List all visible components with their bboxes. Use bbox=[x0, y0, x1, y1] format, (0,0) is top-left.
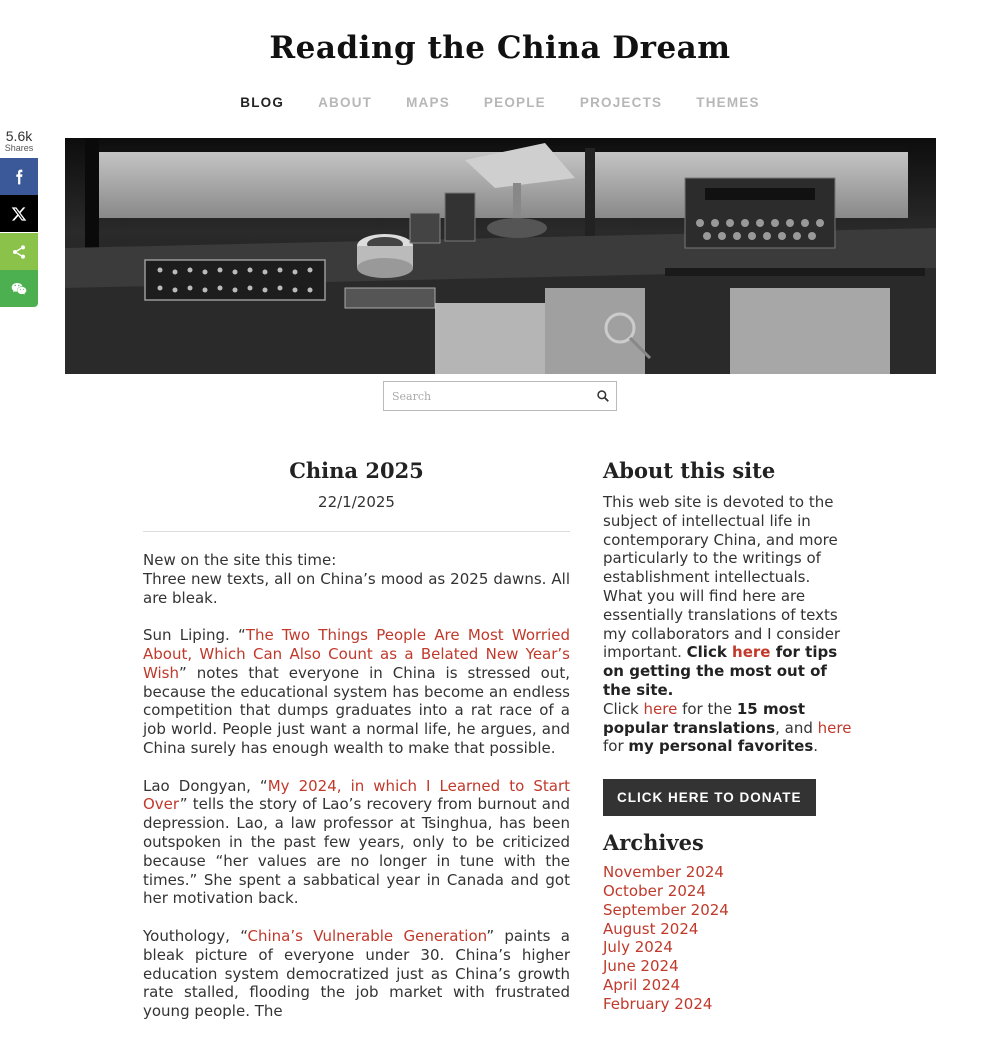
donate-button[interactable]: CLICK HERE TO DONATE bbox=[603, 779, 816, 816]
period: . bbox=[813, 737, 819, 756]
x-share-button[interactable] bbox=[0, 195, 38, 232]
header-image bbox=[65, 138, 936, 374]
archive-link[interactable]: September 2024 bbox=[603, 900, 729, 919]
post-paragraph-youthology bbox=[143, 927, 570, 1021]
search-input[interactable] bbox=[384, 382, 584, 410]
site-title[interactable]: Reading the China Dream bbox=[269, 30, 731, 66]
tips-link[interactable]: here bbox=[732, 643, 771, 662]
paragraph-text: ” tells the story of Lao’s recovery from burnout and depression. Lao, a law professor at Tsinghua, has been outspoken in the past few years, only to be criticized because “her values are no longer in tune with the times.” She spent a sabbatical year in Canada and got her motivation back. bbox=[143, 795, 570, 908]
post-title[interactable]: China 2025 bbox=[289, 458, 424, 483]
archive-link[interactable]: February 2024 bbox=[603, 994, 713, 1013]
post-intro-line2: Three new texts, all on China’s mood as 2025 dawns. All are bleak. bbox=[143, 569, 570, 607]
nav-maps[interactable]: MAPS bbox=[406, 95, 450, 110]
wechat-icon bbox=[11, 281, 27, 297]
share-button[interactable] bbox=[0, 233, 38, 270]
nav-themes[interactable]: THEMES bbox=[696, 95, 760, 110]
list-item bbox=[603, 901, 853, 920]
archive-link[interactable]: August 2024 bbox=[603, 919, 699, 938]
popular-link[interactable]: here bbox=[643, 699, 678, 718]
post-intro-line1: New on the site this time: bbox=[143, 551, 337, 569]
share-count-number: 5.6k bbox=[5, 128, 33, 144]
x-icon bbox=[11, 206, 27, 222]
archives-list bbox=[603, 863, 853, 1013]
list-item bbox=[603, 957, 853, 976]
paragraph-text: ” paints a bleak picture of everyone under 30. China’s higher education system democratized just as China’s growth rate stalled, flooding the job market with frustrated young people. The bbox=[143, 926, 570, 1021]
about-heading: About this site bbox=[603, 458, 776, 483]
post-intro bbox=[143, 551, 570, 607]
click-label: Click bbox=[603, 699, 644, 718]
archive-link[interactable]: October 2024 bbox=[603, 881, 706, 900]
list-item bbox=[603, 976, 853, 995]
main-nav bbox=[0, 95, 1000, 110]
for-the-label: for the bbox=[677, 699, 737, 718]
for-label: for bbox=[603, 737, 629, 756]
favorites-label: my personal favorites bbox=[628, 737, 814, 756]
facebook-icon bbox=[11, 169, 27, 185]
share-count bbox=[0, 128, 38, 153]
post-divider bbox=[143, 531, 570, 532]
popular-label: 15 most popular translations bbox=[603, 699, 806, 737]
post-paragraph-lao-dongyan bbox=[143, 777, 570, 909]
search-icon[interactable] bbox=[596, 389, 610, 403]
article-link-lao-dongyan[interactable]: My 2024, in which I Learned to Start Over bbox=[143, 776, 570, 814]
sidebar bbox=[603, 458, 853, 1014]
facebook-share-button[interactable] bbox=[0, 158, 38, 195]
archive-link[interactable]: July 2024 bbox=[603, 938, 673, 957]
wechat-share-button[interactable] bbox=[0, 270, 38, 307]
and-label: , and bbox=[775, 718, 818, 737]
share-count-label: Shares bbox=[4, 143, 34, 153]
paragraph-lead: Youthology, “ bbox=[143, 926, 248, 945]
archive-link[interactable]: November 2024 bbox=[603, 863, 724, 882]
search-box bbox=[383, 381, 617, 411]
article-link-youthology[interactable]: China’s Vulnerable Generation bbox=[247, 926, 487, 945]
nav-blog[interactable]: BLOG bbox=[240, 95, 285, 110]
archives-heading: Archives bbox=[603, 830, 704, 856]
paragraph-text: ” notes that everyone in China is stressed out, because the educational system has become an endless competition that dumps graduates into a rat race of a job world. People just want a normal life, he argues, and China surely has enough wealth to make that possible. bbox=[143, 663, 570, 757]
paragraph-lead: Sun Liping. “ bbox=[143, 626, 246, 645]
nav-people[interactable]: PEOPLE bbox=[483, 95, 546, 110]
nav-about[interactable]: ABOUT bbox=[318, 95, 373, 110]
tips-label: for tips on getting the most out of the site. bbox=[603, 643, 838, 699]
list-item bbox=[603, 863, 853, 882]
nav-projects[interactable]: PROJECTS bbox=[579, 95, 663, 110]
post-paragraph-sun-liping bbox=[143, 626, 570, 758]
favorites-link[interactable]: here bbox=[817, 718, 852, 737]
list-item bbox=[603, 995, 853, 1014]
article-link-sun-liping[interactable]: The Two Things People Are Most Worried About, Which Can Also Count as a Belated New Year’s Wish bbox=[143, 626, 571, 682]
list-item bbox=[603, 882, 853, 901]
list-item bbox=[603, 920, 853, 939]
paragraph-lead: Lao Dongyan, “ bbox=[143, 776, 268, 795]
post-date: 22/1/2025 bbox=[318, 493, 395, 511]
about-text bbox=[603, 493, 853, 756]
share-icon bbox=[11, 244, 27, 260]
click-label: Click bbox=[686, 643, 733, 662]
about-description: This web site is devoted to the subject of intellectual life in contemporary China, and more particularly to the writings of establishment intellectuals. What you will find here are essentially translations of texts my collaborators and I consider important. bbox=[603, 493, 841, 662]
archive-link[interactable]: April 2024 bbox=[603, 975, 681, 994]
blog-post bbox=[143, 458, 570, 1040]
list-item bbox=[603, 938, 853, 957]
desk-photo bbox=[65, 138, 936, 374]
archive-link[interactable]: June 2024 bbox=[603, 957, 679, 976]
